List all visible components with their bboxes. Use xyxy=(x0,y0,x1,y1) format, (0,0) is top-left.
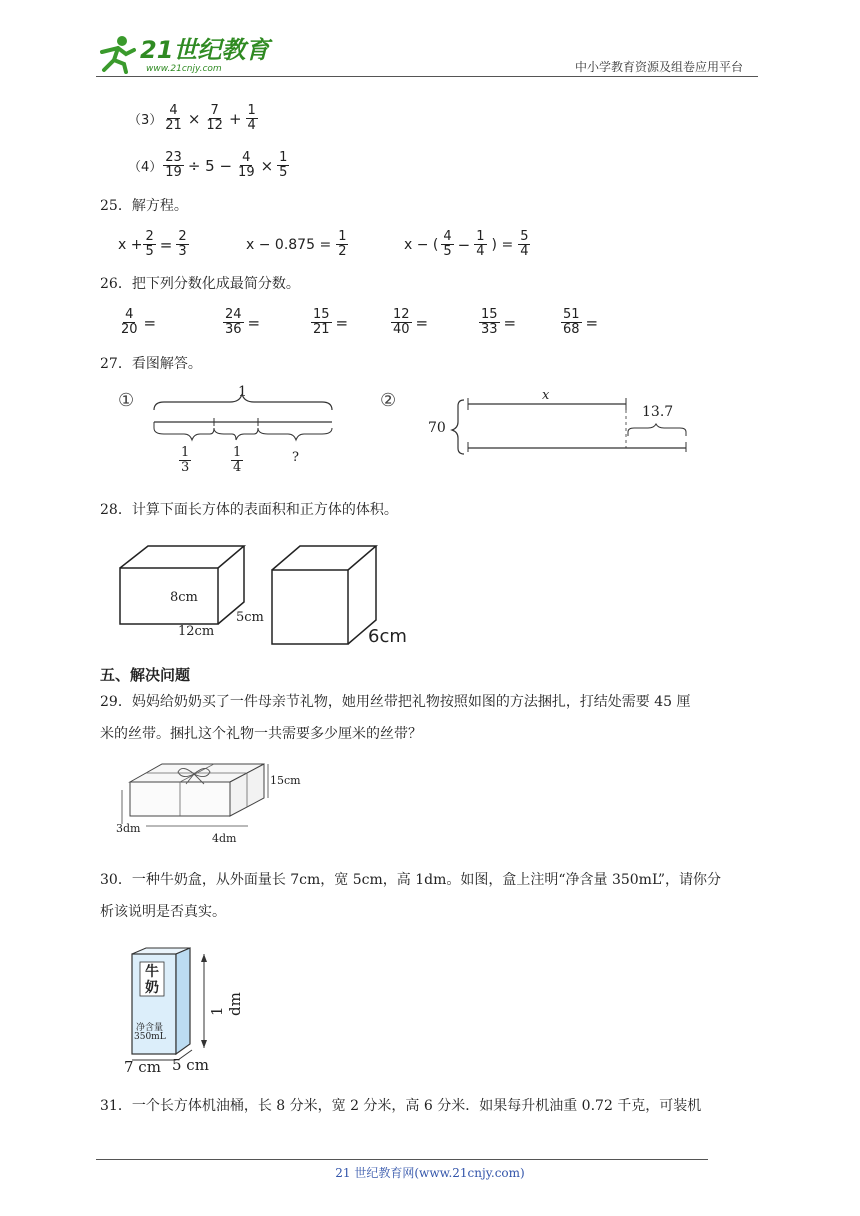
q24-item3 xyxy=(128,104,259,133)
item-label: （4） xyxy=(128,160,163,175)
logo-text: 世纪教育 xyxy=(173,36,270,64)
carton-height-label: 1 dm xyxy=(208,992,244,1016)
figure-marker: ② xyxy=(380,390,397,411)
simplify-fraction: $\frac{24}{36}$ = xyxy=(225,307,261,337)
total-label: 1 xyxy=(238,384,247,400)
cuboid-height-label: 8cm xyxy=(170,590,198,605)
carton-width-label: 5 cm xyxy=(172,1056,209,1074)
figure-marker: ① xyxy=(118,390,135,411)
x-label: x xyxy=(542,388,550,403)
q25-title: 25．解方程。 xyxy=(100,198,188,214)
simplify-fraction: $\frac{51}{68}$ = xyxy=(563,307,599,337)
platform-text: 中小学教育资源及组卷应用平台 xyxy=(575,60,744,74)
footer-divider xyxy=(96,1159,708,1160)
fraction: $\frac{1}{4}$ xyxy=(247,103,256,133)
q25-equation-3: x − ( $\frac{4}{5}$ − $\frac{1}{4}$ ) = $\frac{5}{4}$ xyxy=(404,229,529,259)
q27-figure-2 xyxy=(380,384,700,464)
q26-fraction-row xyxy=(118,308,618,344)
q25-equation-2: x − 0.875 = $\frac{1}{2}$ xyxy=(246,229,347,259)
q30-figure xyxy=(120,946,244,1078)
gift-box-diagram xyxy=(116,754,306,854)
box-length-label: 4dm xyxy=(212,832,237,845)
carton-length-label: 7 cm xyxy=(124,1058,161,1076)
fraction: $\frac{4}{21}$ xyxy=(165,103,182,133)
cube-edge-label: 6cm xyxy=(368,626,407,647)
q28-title: 28．计算下面长方体的表面积和正方体的体积。 xyxy=(100,502,398,518)
simplify-fraction: $\frac{4}{20}$ = xyxy=(121,307,157,337)
footer-text: 21 世纪教育网(www.21cnjy.com) xyxy=(335,1166,525,1180)
q29-text xyxy=(100,686,760,750)
header-divider xyxy=(96,76,758,77)
milk-label-2: 奶 xyxy=(145,980,159,996)
item-label: （3） xyxy=(128,113,163,128)
logo-number: 21 xyxy=(140,36,174,64)
q27-title: 27．看图解答。 xyxy=(100,356,202,372)
part-fraction-1: $\frac{1}{3}$ xyxy=(181,445,190,475)
milk-label-1: 牛 xyxy=(145,964,159,980)
unknown-part-label: ? xyxy=(292,450,299,465)
q29-line-2: 米的丝带。捆扎这个礼物一共需要多少厘米的丝带？ xyxy=(100,726,422,742)
net-volume-label: 350mL xyxy=(134,1032,166,1042)
simplify-fraction: $\frac{12}{40}$ = xyxy=(393,307,429,337)
two-bar-diagram xyxy=(380,384,700,464)
simplify-fraction: $\frac{15}{33}$ = xyxy=(481,307,517,337)
q30-line-2: 析该说明是否真实。 xyxy=(100,904,226,920)
q27-figure-1 xyxy=(118,384,358,484)
operator: × xyxy=(260,156,274,175)
box-height-label: 15cm xyxy=(270,774,301,787)
fraction: $\frac{23}{19}$ xyxy=(165,150,182,180)
total-label: 70 xyxy=(428,420,446,436)
header-logo xyxy=(96,34,270,78)
q29-figure xyxy=(116,754,306,854)
simplify-fraction: $\frac{15}{21}$ = xyxy=(313,307,349,337)
cuboid-width-label: 5cm xyxy=(236,610,264,625)
operator: ÷ 5 − xyxy=(187,156,233,175)
segment-bracket-diagram xyxy=(118,384,358,444)
operator: × xyxy=(187,109,201,128)
q26-title: 26．把下列分数化成最简分数。 xyxy=(100,276,300,292)
q29-line-1: 29．妈妈给奶奶买了一件母亲节礼物，她用丝带把礼物按照如图的方法捆扎，打结处需要 45 厘 xyxy=(100,694,691,710)
net-content-label: 净含量 xyxy=(136,1023,164,1033)
q30-line-1: 30．一种牛奶盒，从外面量长 7cm，宽 5cm，高 1dm。如图，盒上注明“净含量 350mL”，请你分 xyxy=(100,872,722,888)
difference-label: 13.7 xyxy=(642,404,674,420)
q24-item4 xyxy=(128,151,290,180)
section-heading: 五、解决问题 xyxy=(100,666,191,684)
fraction: $\frac{1}{5}$ xyxy=(279,150,288,180)
operator: + xyxy=(228,109,242,128)
fraction: $\frac{7}{12}$ xyxy=(206,103,223,133)
q25-equation-1: x + $\frac{2}{5}$ = $\frac{2}{3}$ xyxy=(118,229,187,259)
cuboid-length-label: 12cm xyxy=(178,624,215,639)
box-width-label: 3dm xyxy=(116,822,141,835)
logo-url: www.21cnjy.com xyxy=(146,64,222,74)
q30-text xyxy=(100,864,760,928)
q28-figure xyxy=(114,540,424,650)
q31-text: 31．一个长方体机油桶，长 8 分米，宽 2 分米，高 6 分米．如果每升机油重 0.72 千克，可装机 xyxy=(100,1098,702,1114)
fraction: $\frac{4}{19}$ xyxy=(238,150,255,180)
runner-logo-icon xyxy=(96,34,138,74)
part-fraction-2: $\frac{1}{4}$ xyxy=(233,445,242,475)
